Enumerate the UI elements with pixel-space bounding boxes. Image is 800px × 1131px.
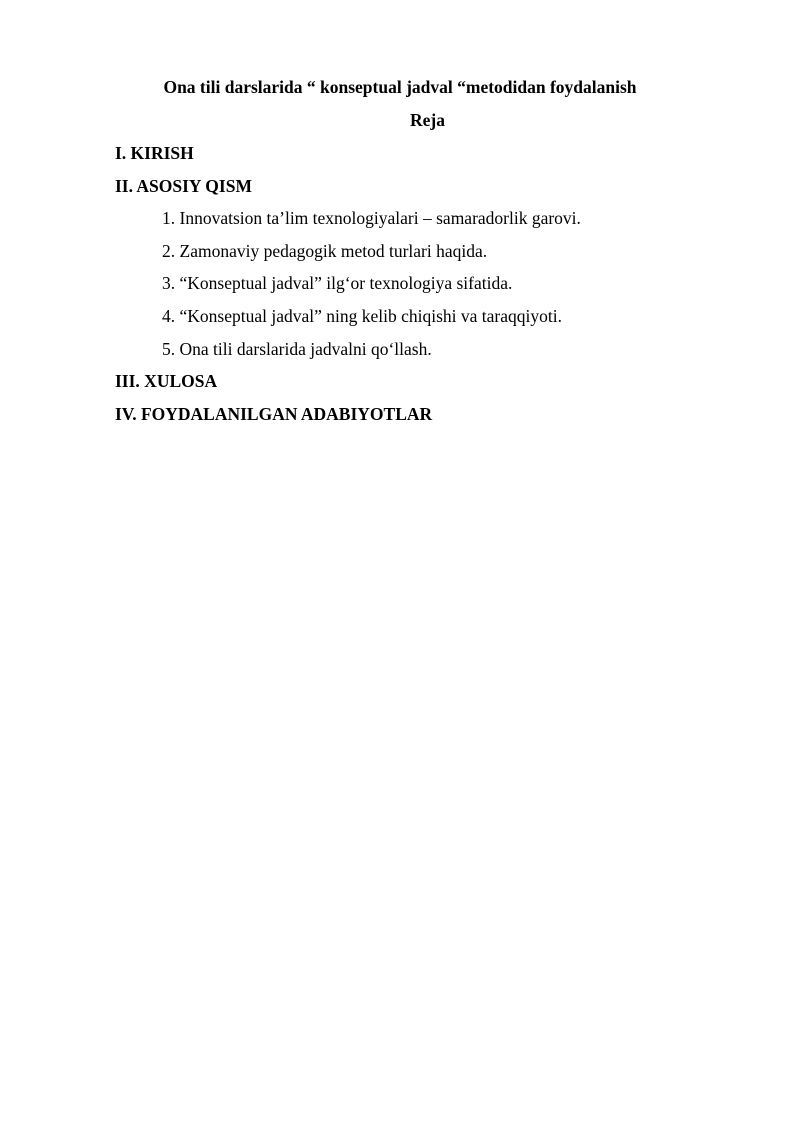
outline-section-main-part: II. ASOSIY QISM <box>115 175 252 196</box>
plan-heading: Reja <box>410 110 445 130</box>
outline-section-introduction: I. KIRISH <box>115 143 194 163</box>
outline-section-conclusion: III. XULOSA <box>115 371 218 392</box>
outline-subitem: 5. Ona tili darslarida jadvalni qo‘llash. <box>162 338 432 359</box>
outline-subitem: 4. “Konseptual jadval” ning kelib chiqishi va taraqqiyoti. <box>162 305 562 326</box>
document-title: Ona tili darslarida “ konseptual jadval “metodidan foydalanish <box>163 77 637 97</box>
outline-subitem: 3. “Konseptual jadval” ilg‘or texnologiya sifatida. <box>162 273 513 294</box>
plan-outline <box>115 142 581 435</box>
outline-section-references: IV. FOYDALANILGAN ADABIYOTLAR <box>115 403 433 424</box>
outline-subitem: 2. Zamonaviy pedagogik metod turlari haqida. <box>162 240 488 261</box>
outline-subitem: 1. Innovatsion ta’lim texnologiyalari – samaradorlik garovi. <box>162 208 581 229</box>
